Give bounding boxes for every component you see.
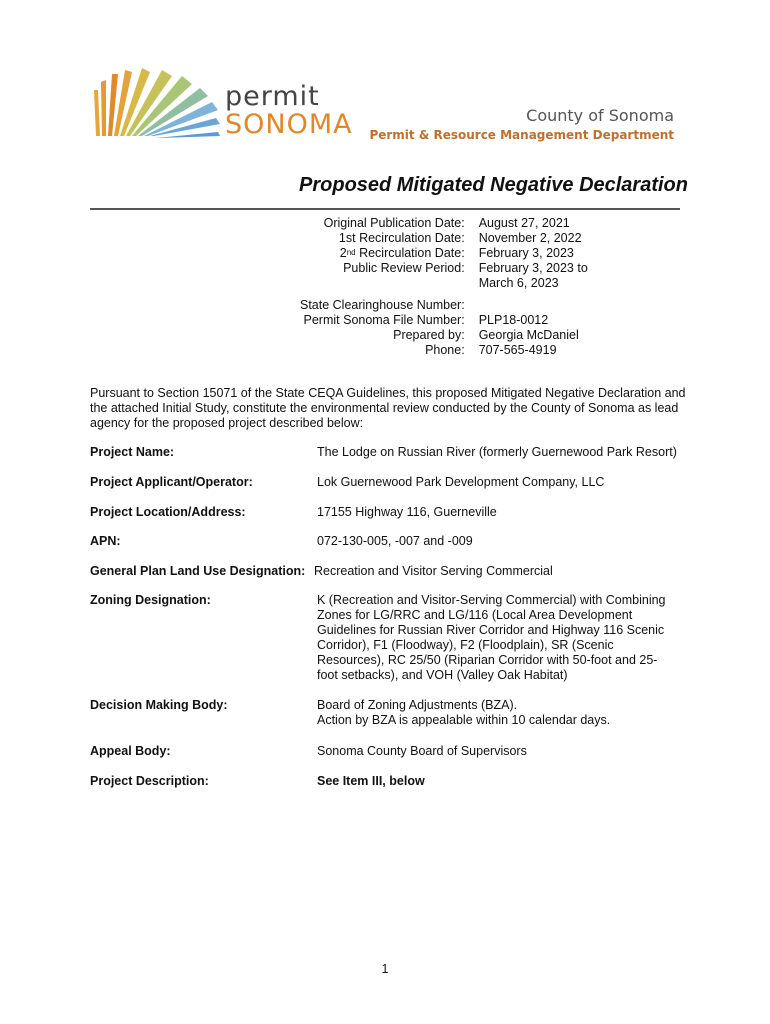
pub-label: Prepared by:: [393, 328, 465, 342]
project-fields: [90, 445, 690, 794]
pub-label-ordinal: 2: [339, 246, 347, 260]
county-header: [369, 106, 674, 144]
pub-row: [300, 246, 588, 261]
field-project-name: [90, 445, 690, 475]
logo-word-permit: permit: [225, 81, 320, 112]
field-decision-body: [90, 698, 690, 744]
pub-value: February 3, 2023: [478, 246, 574, 260]
pub-label: Public Review Period:: [343, 261, 465, 275]
field-applicant: [90, 475, 690, 505]
field-value: K (Recreation and Visitor-Serving Commercial) with Combining Zones for LG/RRC and LG/116 (Local Area Development Guidelines for Russian River Corridor and Highway 116 Scenic Corridor), F1 (Floodway), F2 (Floodplain), SR (Scenic Resources), RC 25/50 (Riparian Corridor with 50-foot and 25-foot setbacks), and VOH (Valley Oak Habitat): [317, 593, 666, 682]
pub-row: [300, 276, 588, 291]
pub-value: PLP18-0012: [478, 313, 549, 327]
logo-word-sonoma: SONOMA: [225, 109, 353, 140]
pub-row: [300, 313, 588, 328]
pub-value: March 6, 2023: [478, 276, 559, 290]
field-value-line: Board of Zoning Adjustments (BZA).: [317, 698, 518, 712]
pub-label-ordinal-suffix: nd: [346, 248, 356, 257]
pub-value: 707-565-4919: [478, 343, 557, 357]
field-label: Project Description:: [90, 774, 209, 788]
field-general-plan: [90, 564, 690, 593]
pub-row: [300, 328, 588, 343]
pub-label-text: Recirculation Date:: [359, 246, 465, 260]
field-value: See Item III, below: [317, 774, 425, 788]
publication-info-table: [300, 216, 588, 358]
field-value: [317, 698, 690, 728]
field-label: Decision Making Body:: [90, 698, 228, 712]
county-name: County of Sonoma: [526, 106, 674, 125]
field-value: The Lodge on Russian River (formerly Guernewood Park Resort): [317, 445, 677, 459]
pub-value: February 3, 2023 to: [478, 261, 588, 275]
field-appeal-body: [90, 744, 690, 774]
pub-label: Phone:: [425, 343, 465, 357]
sunburst-icon: [92, 62, 222, 142]
field-label: APN:: [90, 534, 121, 548]
pub-value: August 27, 2021: [478, 216, 570, 230]
pub-value: Georgia McDaniel: [478, 328, 579, 342]
field-value: 17155 Highway 116, Guerneville: [317, 505, 497, 519]
pub-label: State Clearinghouse Number:: [300, 298, 465, 312]
title-divider: [90, 208, 680, 210]
pub-value: November 2, 2022: [478, 231, 582, 245]
field-label: Project Applicant/Operator:: [90, 475, 253, 489]
field-project-description: [90, 774, 690, 794]
field-apn: [90, 534, 690, 564]
document-title: Proposed Mitigated Negative Declaration: [299, 174, 688, 196]
field-label: Project Name:: [90, 445, 175, 459]
pub-spacer: [300, 291, 588, 298]
pub-value: [479, 298, 588, 313]
field-label: Zoning Designation:: [90, 593, 211, 607]
field-value: Lok Guernewood Park Development Company, LLC: [317, 475, 605, 489]
pub-label: 1st Recirculation Date:: [338, 231, 465, 245]
pub-row: [300, 231, 588, 246]
field-location: [90, 505, 690, 534]
field-label: General Plan Land Use Designation:: [90, 564, 306, 578]
field-label: Appeal Body:: [90, 744, 171, 758]
intro-paragraph: Pursuant to Section 15071 of the State CEQA Guidelines, this proposed Mitigated Negative Declaration and the attached Initial Study, constitute the environmental review conducted by the County of Sonoma as lead agency for the proposed project described below:: [90, 386, 686, 430]
pub-label: [300, 276, 479, 291]
pub-row: [300, 216, 588, 231]
field-value: 072-130-005, -007 and -009: [317, 534, 473, 548]
field-label: Project Location/Address:: [90, 505, 246, 519]
pub-row: [300, 343, 588, 358]
permit-sonoma-logo: [92, 62, 362, 142]
pub-label: Permit Sonoma File Number:: [303, 313, 465, 327]
field-value: Sonoma County Board of Supervisors: [317, 744, 527, 758]
pub-row: [300, 261, 588, 276]
pub-row: [300, 298, 588, 313]
field-value: Recreation and Visitor Serving Commercial: [314, 564, 553, 578]
pub-label: [300, 246, 479, 261]
page-number: 1: [381, 962, 389, 976]
field-value-line: Action by BZA is appealable within 10 calendar days.: [317, 713, 611, 727]
pub-label: Original Publication Date:: [323, 216, 465, 230]
county-department: Permit & Resource Management Department: [369, 128, 674, 142]
field-zoning: [90, 593, 690, 698]
